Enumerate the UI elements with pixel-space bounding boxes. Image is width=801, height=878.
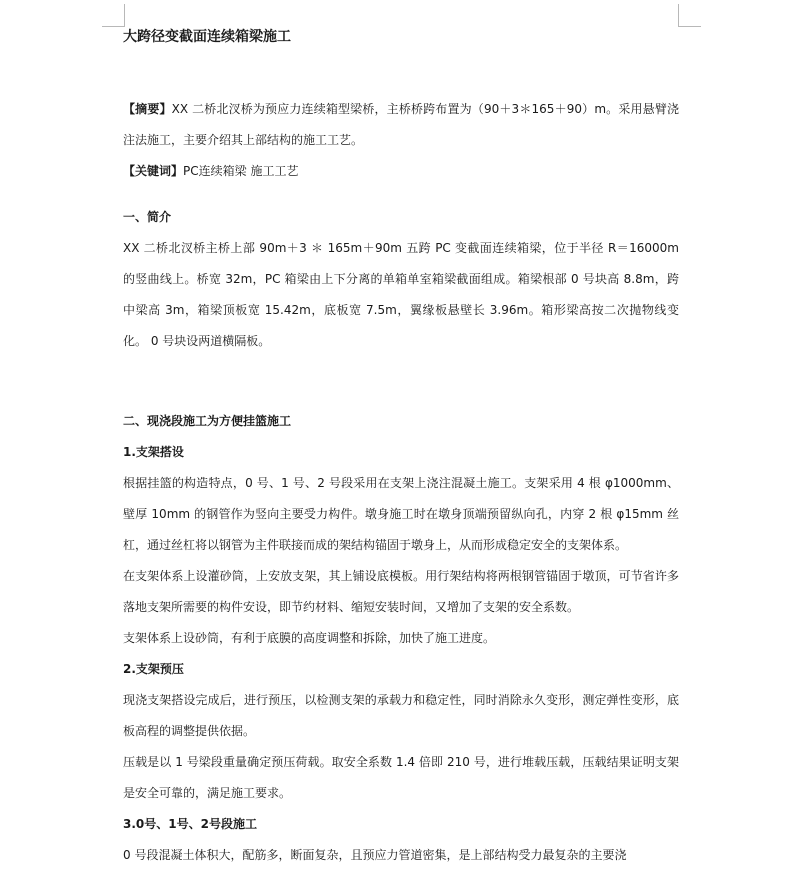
abstract-text: XX 二桥北汊桥为预应力连续箱型梁桥，主桥桥跨布置为（90＋3＊165＋90）m。采用悬臂浇注法施工，主要介绍其上部结构的施工工艺。: [123, 102, 679, 147]
keywords-label: 【关键词】: [123, 164, 184, 178]
preloading-paragraph-2: 压载是以 1 号梁段重量确定预压荷载。取安全系数 1.4 倍即 210 号，进行堆载压载，压载结果证明支架是安全可靠的，满足施工要求。: [123, 755, 679, 800]
subsection-heading-preloading: 2.支架预压: [123, 662, 184, 676]
document-title: 大跨径变截面连续箱梁施工: [123, 29, 291, 45]
keywords: [123, 156, 679, 187]
keywords-text: PC连续箱梁 施工工艺: [183, 164, 299, 178]
crop-mark-top-right: [678, 4, 701, 27]
subsection-heading-support-erection: 1.支架搭设: [123, 445, 184, 459]
segment-construction-paragraph-1: 0 号段混凝土体积大，配筋多，断面复杂，且预应力管道密集，是上部结构受力最复杂的主要浇: [123, 848, 627, 862]
crop-mark-top-left: [102, 4, 125, 27]
abstract-label: 【摘要】: [123, 102, 172, 116]
section-heading-intro: 一、简介: [123, 210, 172, 224]
support-erection-paragraph-3: 支架体系上设砂筒，有利于底膜的高度调整和拆除，加快了施工进度。: [123, 631, 496, 645]
support-erection-paragraph-1: 根据挂篮的构造特点，0 号、1 号、2 号段采用在支架上浇注混凝土施工。支架采用 4 根 φ1000mm、壁厚 10mm 的钢管作为竖向主要受力构件。墩身施工时在墩身顶端预留纵向孔，内穿 2 根 φ15mm 丝杠，通过丝杠将以钢管为主件联接而成的架结构锚固于墩身上，从而形成稳定安全的支架体系。: [123, 476, 679, 552]
section-heading-cast-in-place: 二、现浇段施工为方便挂篮施工: [123, 414, 292, 428]
intro-paragraph: XX 二桥北汊桥主桥上部 90m＋3 ＊ 165m＋90m 五跨 PC 变截面连续箱梁，位于半径 R＝16000m 的竖曲线上。桥宽 32m，PC 箱梁由上下分离的单箱单室箱梁截面组成。箱梁根部 0 号块高 8.8m，跨中梁高 3m，箱梁顶板宽 15.42m，底板宽 7.5m，翼缘板悬壁长 3.96m。箱形梁高按二次抛物线变化。 0 号块设两道横隔板。: [123, 241, 679, 348]
document-body: [123, 25, 679, 871]
subsection-heading-segment-construction: 3.0号、1号、2号段施工: [123, 817, 257, 831]
support-erection-paragraph-2: 在支架体系上设灌砂筒，上安放支架，其上铺设底模板。用行架结构将两根钢管锚固于墩顶，可节省许多落地支架所需要的构件安设，即节约材料、缩短安装时间，又增加了支架的安全系数。: [123, 569, 679, 614]
abstract: [123, 94, 679, 156]
preloading-paragraph-1: 现浇支架搭设完成后，进行预压，以检测支架的承载力和稳定性，同时消除永久变形，测定弹性变形，底板高程的调整提供依据。: [123, 693, 679, 738]
